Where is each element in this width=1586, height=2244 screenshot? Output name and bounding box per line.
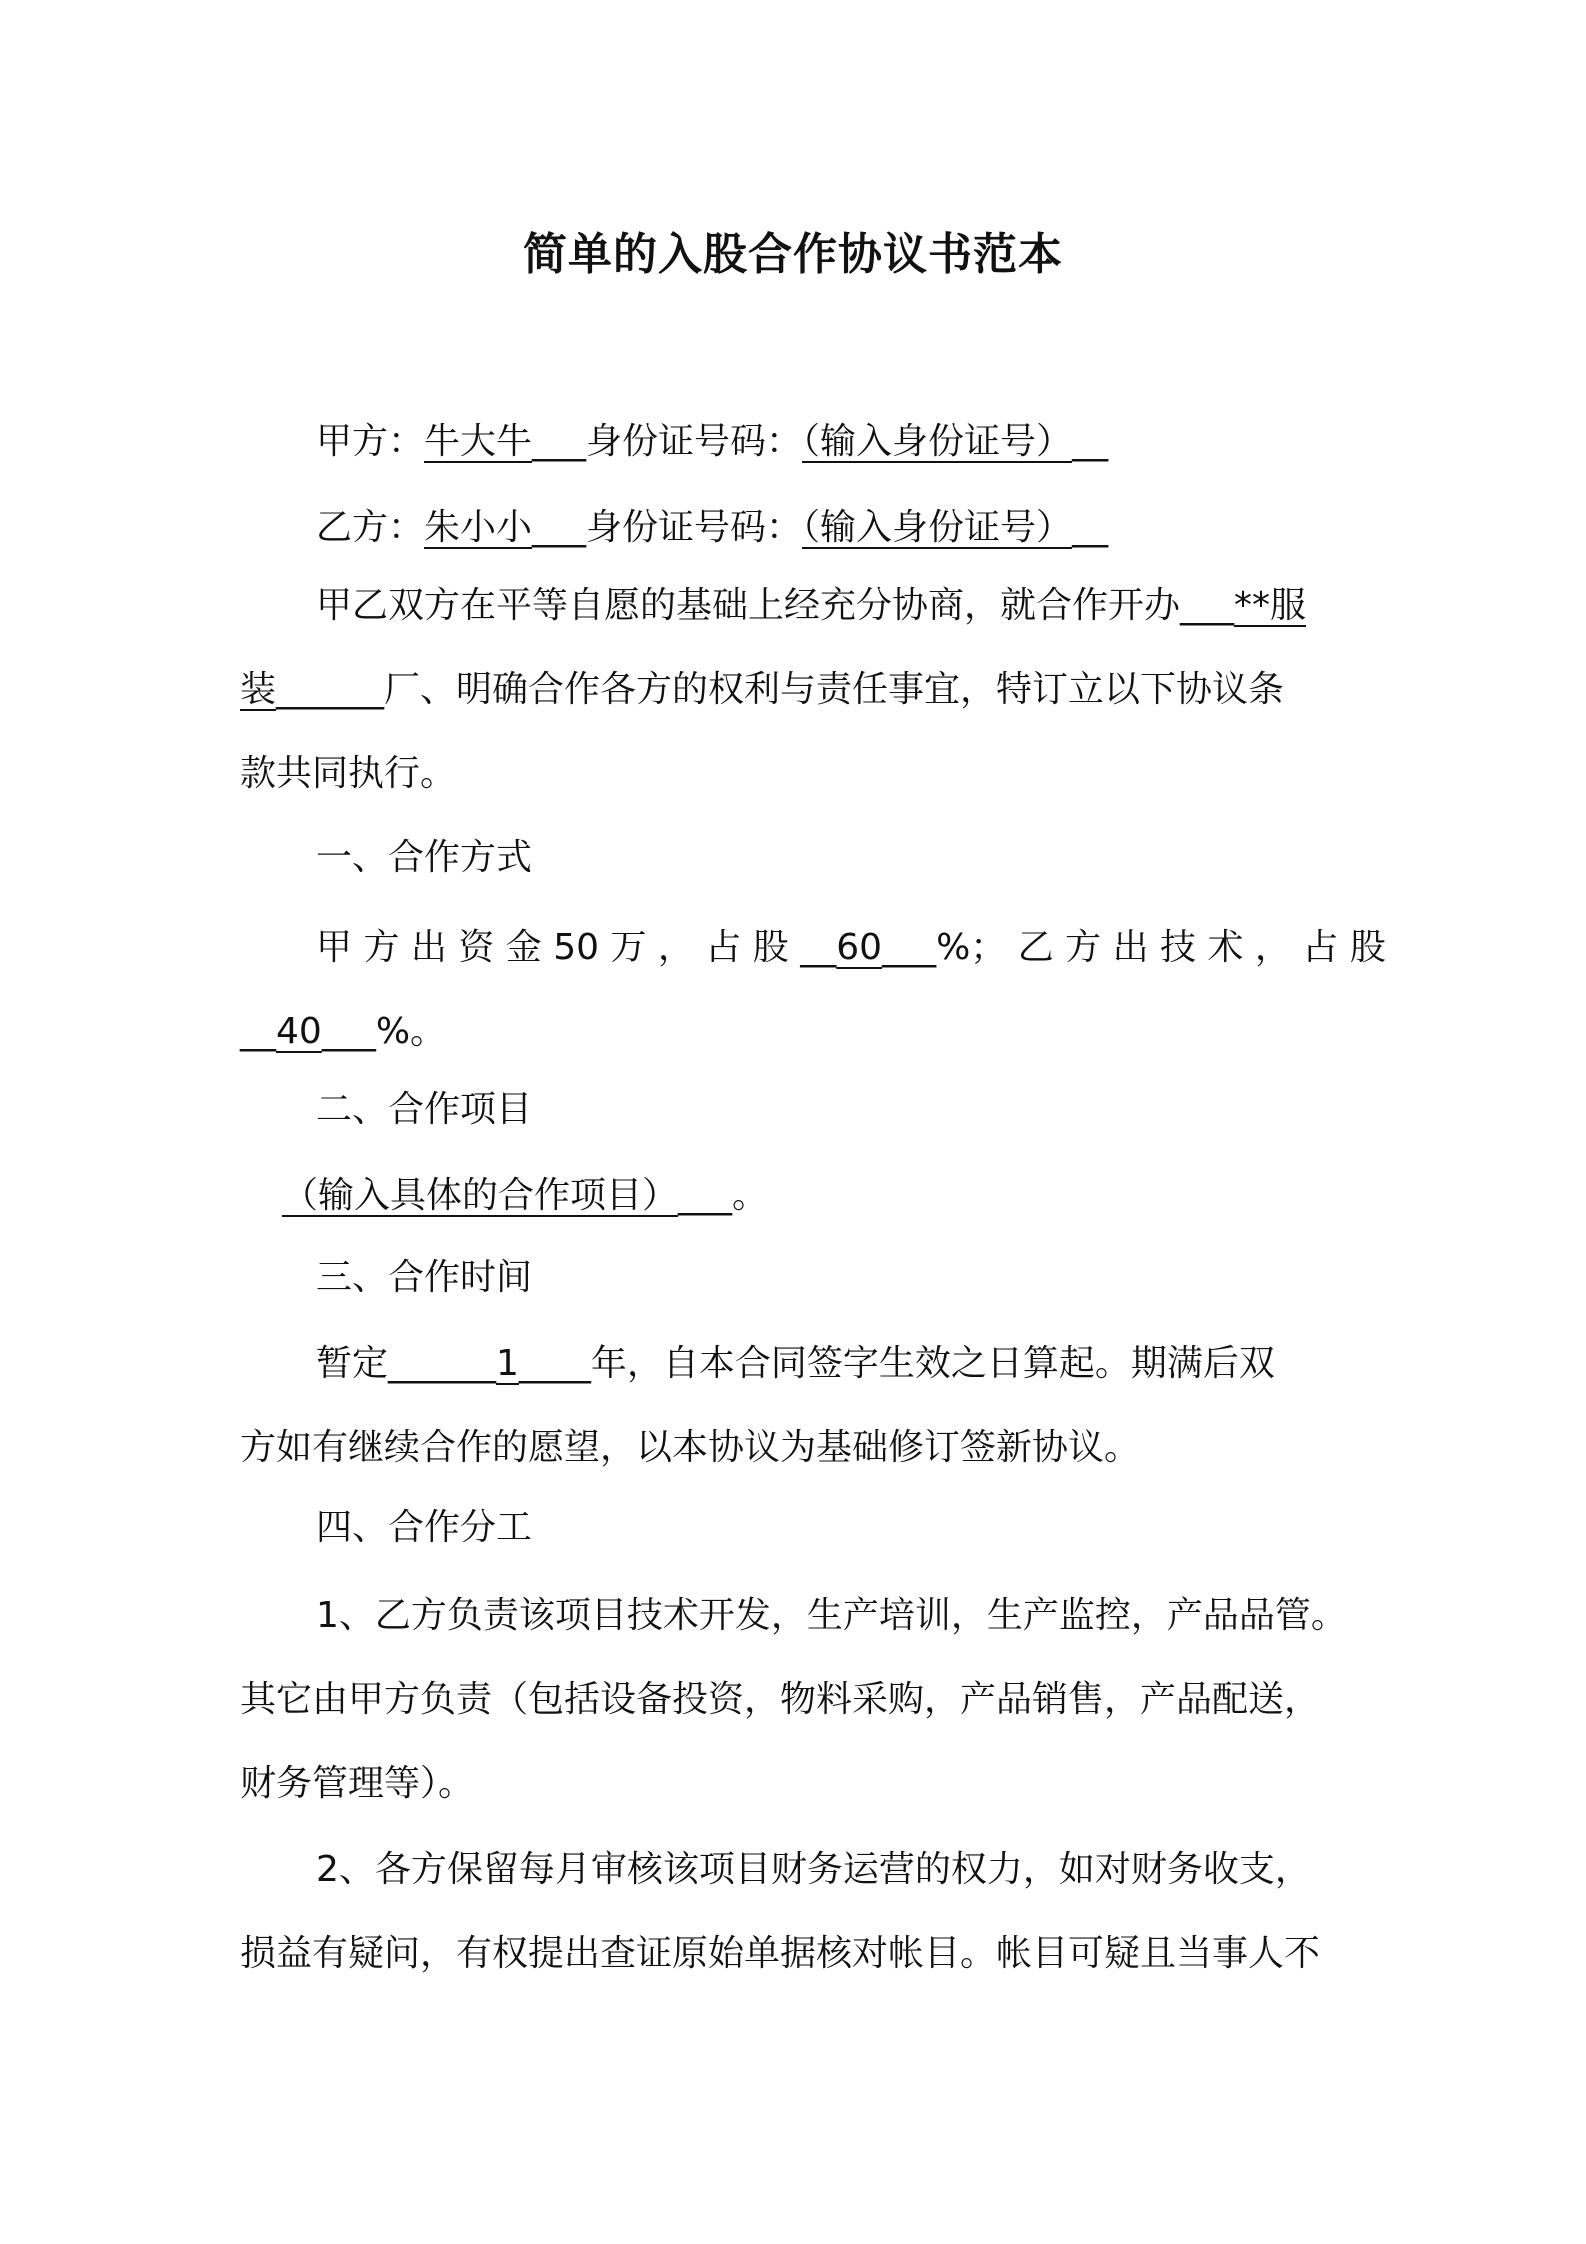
intro-text-1: 甲乙双方在平等自愿的基础上经充分协商，就合作开办___ [316, 585, 1235, 626]
document-title: 简单的入股合作协议书范本 [523, 229, 1063, 280]
intro-line-2 [240, 666, 1284, 714]
section-1-text-2: ___%； 乙 方 出 技 术 ， 占 股 [882, 927, 1386, 968]
section-4-para-2-line-2: 损益有疑问，有权提出查证原始单据核对帐目。帐目可疑且当事人不 [240, 1933, 1321, 1974]
section-4-para-2-line-1: 2、各方保留每月审核该项目财务运营的权力，如对财务收支， [316, 1849, 1311, 1890]
section-4-para-1-line-3: 财务管理等）。 [240, 1763, 475, 1804]
section-2-item-tail: ___。 [678, 1175, 769, 1216]
section-2-item-line [282, 1172, 768, 1220]
section-1-line-1 [316, 924, 1386, 972]
section-4-heading: 四、合作分工 [316, 1507, 533, 1548]
section-2-heading: 二、合作项目 [316, 1089, 533, 1130]
party-b-id-value: （输入身份证号） [802, 507, 1073, 548]
party-b-name: 朱小小 [424, 507, 533, 548]
intro-business-name-2: 装 [240, 669, 277, 710]
party-a-share-value: 60 [836, 927, 883, 968]
section-4-para-1-line-1: 1、乙方负责该项目技术开发，生产培训，生产监控，产品品管。 [316, 1595, 1347, 1636]
section-1-text-4: ___%。 [321, 1011, 447, 1052]
intro-text-2: ______厂、明确合作各方的权利与责任事宜，特订立以下协议条 [276, 669, 1285, 710]
section-3-line-2: 方如有继续合作的愿望，以本协议为基础修订签新协议。 [240, 1427, 1141, 1468]
section-1-heading: 一、合作方式 [316, 837, 533, 878]
intro-business-name-1: **服 [1234, 585, 1307, 626]
party-b-id-label: 身份证号码： [586, 507, 803, 548]
section-3-text-2: ____年，自本合同签字生效之日算起。期满后双 [518, 1343, 1275, 1384]
intro-line-1 [316, 582, 1306, 630]
party-b-separator: ___ [532, 507, 587, 548]
section-3-line-1 [316, 1340, 1275, 1388]
section-3-text-1: 暂定______ [316, 1343, 497, 1384]
party-a-line [316, 418, 1108, 466]
party-a-id-value: （输入身份证号） [802, 421, 1073, 462]
section-1-text-1: 甲 方 出 资 金 50 万 ， 占 股 __ [316, 927, 837, 968]
party-a-tail: __ [1072, 421, 1109, 462]
party-a-separator: ___ [532, 421, 587, 462]
section-4-para-1-line-2: 其它由甲方负责（包括设备投资，物料采购，产品销售，产品配送， [240, 1679, 1321, 1720]
party-a-name: 牛大牛 [424, 421, 533, 462]
section-1-text-3: __ [240, 1011, 276, 1052]
party-a-label: 甲方： [316, 421, 425, 462]
party-b-line [316, 504, 1108, 552]
section-1-line-2 [240, 1008, 446, 1056]
intro-line-3: 款共同执行。 [240, 753, 457, 794]
party-b-label: 乙方： [316, 507, 425, 548]
party-b-tail: __ [1072, 507, 1109, 548]
party-a-id-label: 身份证号码： [586, 421, 803, 462]
cooperation-years-value: 1 [496, 1343, 519, 1384]
cooperation-project-value: （输入具体的合作项目） [282, 1175, 679, 1216]
section-3-heading: 三、合作时间 [316, 1257, 533, 1298]
party-b-share-value: 40 [276, 1011, 322, 1052]
